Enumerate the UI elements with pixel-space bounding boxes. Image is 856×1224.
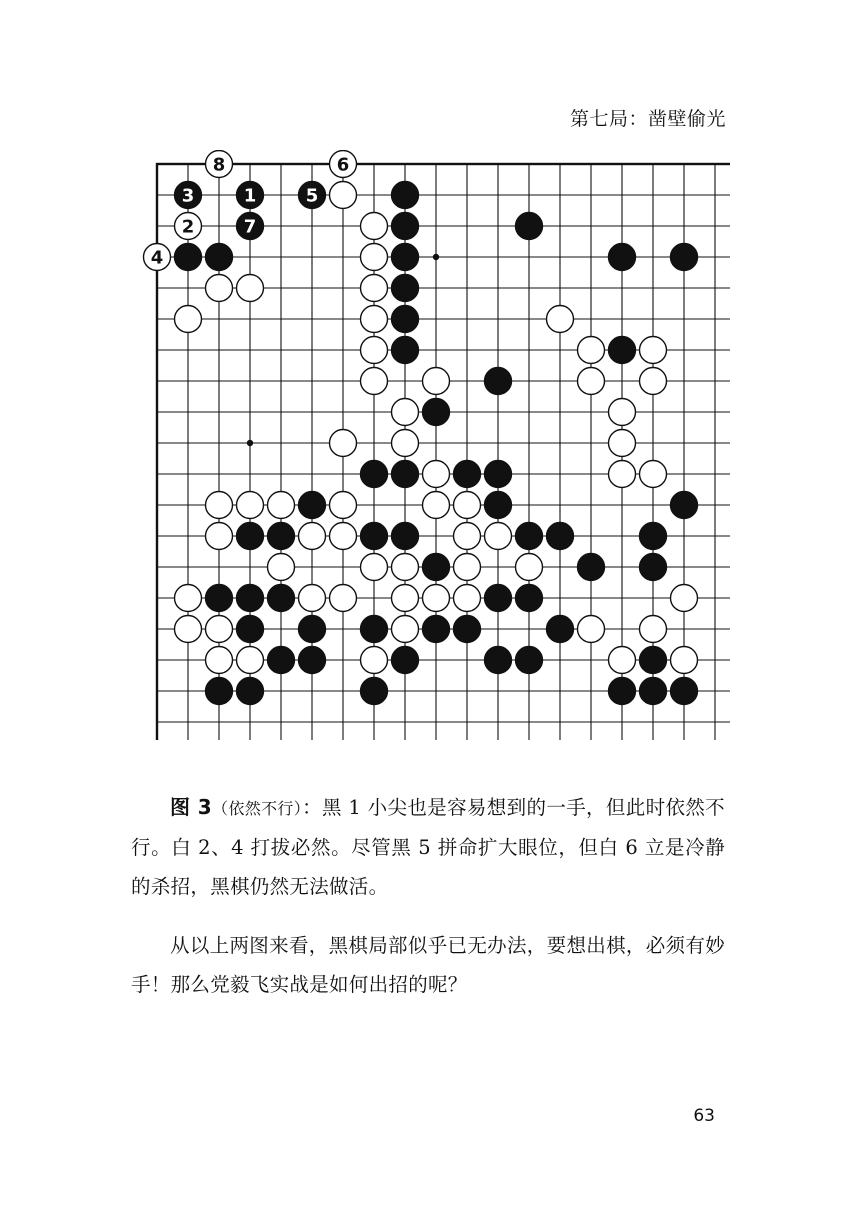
black-stone xyxy=(361,616,388,643)
white-stone xyxy=(671,647,698,674)
black-stone xyxy=(485,647,512,674)
black-stone xyxy=(237,523,264,550)
white-stone xyxy=(578,368,605,395)
black-stone xyxy=(454,616,481,643)
black-stone xyxy=(237,678,264,705)
black-stone xyxy=(361,678,388,705)
black-stone xyxy=(516,647,543,674)
white-stone xyxy=(392,616,419,643)
white-stone xyxy=(516,554,543,581)
black-stone xyxy=(516,523,543,550)
black-stone xyxy=(609,244,636,271)
black-stone xyxy=(392,306,419,333)
white-stone xyxy=(392,585,419,612)
white-stone xyxy=(330,492,357,519)
white-stone xyxy=(206,275,233,302)
white-stone xyxy=(454,492,481,519)
move-2-number: 2 xyxy=(181,216,195,238)
black-stone xyxy=(485,461,512,488)
figure-caption-text: ：黑 1 小尖也是容易想到的一手，但此时依然不行。白 2、4 打拔必然。尽管黑 5 拼命扩大眼位，但白 6 立是冷静的杀招，黑棋仍然无法做活。 xyxy=(131,796,725,898)
white-stone xyxy=(268,492,295,519)
move-4-number: 4 xyxy=(150,247,164,269)
black-stone xyxy=(392,461,419,488)
black-stone xyxy=(206,244,233,271)
black-stone xyxy=(237,585,264,612)
go-board-diagram xyxy=(140,150,730,740)
white-stone xyxy=(423,585,450,612)
white-stone xyxy=(454,585,481,612)
white-stone xyxy=(175,616,202,643)
figure-label: 图 3 xyxy=(170,795,212,819)
black-stone xyxy=(423,554,450,581)
white-stone xyxy=(330,523,357,550)
chapter-header: 第七局：凿壁偷光 xyxy=(569,108,726,130)
black-stone xyxy=(671,492,698,519)
white-stone xyxy=(392,430,419,457)
move-8-number: 8 xyxy=(212,154,226,176)
white-stone xyxy=(640,337,667,364)
white-stone xyxy=(423,492,450,519)
page-number: 63 xyxy=(693,1106,715,1126)
white-stone xyxy=(361,647,388,674)
black-stone xyxy=(640,523,667,550)
black-stone xyxy=(392,647,419,674)
white-stone xyxy=(361,306,388,333)
white-stone xyxy=(671,585,698,612)
black-stone xyxy=(299,647,326,674)
black-stone xyxy=(516,213,543,240)
black-stone xyxy=(640,554,667,581)
black-stone xyxy=(268,647,295,674)
white-stone xyxy=(237,492,264,519)
figure-subtitle: （依然不行） xyxy=(211,799,303,818)
white-stone xyxy=(640,461,667,488)
white-stone xyxy=(299,585,326,612)
white-stone xyxy=(206,616,233,643)
white-stone xyxy=(330,182,357,209)
black-stone xyxy=(175,244,202,271)
black-stone xyxy=(485,585,512,612)
move-7-number: 7 xyxy=(243,216,257,238)
white-stone xyxy=(423,368,450,395)
black-stone xyxy=(299,616,326,643)
white-stone xyxy=(237,275,264,302)
black-stone xyxy=(423,616,450,643)
black-stone xyxy=(392,275,419,302)
white-stone xyxy=(485,523,512,550)
white-stone xyxy=(361,275,388,302)
black-stone xyxy=(392,213,419,240)
white-stone xyxy=(423,461,450,488)
body-paragraph-text: 从以上两图来看，黑棋局部似乎已无办法，要想出棋，必须有妙手！那么党毅飞实战是如何出招的呢？ xyxy=(131,934,725,996)
black-stone xyxy=(485,368,512,395)
black-stone xyxy=(392,337,419,364)
white-stone xyxy=(609,430,636,457)
black-stone xyxy=(237,616,264,643)
black-stone xyxy=(640,678,667,705)
black-stone xyxy=(206,585,233,612)
black-stone xyxy=(299,492,326,519)
black-stone xyxy=(516,585,543,612)
black-stone xyxy=(485,492,512,519)
white-stone xyxy=(206,523,233,550)
white-stone xyxy=(206,647,233,674)
black-stone xyxy=(547,523,574,550)
white-stone xyxy=(547,306,574,333)
star-point xyxy=(433,254,439,260)
black-stone xyxy=(454,461,481,488)
white-stone xyxy=(299,523,326,550)
black-stone xyxy=(640,647,667,674)
black-stone xyxy=(361,523,388,550)
move-1-number: 1 xyxy=(243,185,257,207)
white-stone xyxy=(609,647,636,674)
white-stone xyxy=(206,492,233,519)
white-stone xyxy=(361,368,388,395)
white-stone xyxy=(361,337,388,364)
white-stone xyxy=(454,523,481,550)
black-stone xyxy=(609,337,636,364)
white-stone xyxy=(361,244,388,271)
white-stone xyxy=(578,616,605,643)
black-stone xyxy=(361,461,388,488)
body-paragraph xyxy=(131,926,725,1004)
black-stone xyxy=(423,399,450,426)
move-6-number: 6 xyxy=(336,154,350,176)
white-stone xyxy=(237,647,264,674)
white-stone xyxy=(640,368,667,395)
black-stone xyxy=(392,244,419,271)
figure-caption-paragraph xyxy=(131,788,725,906)
white-stone xyxy=(175,306,202,333)
white-stone xyxy=(392,554,419,581)
white-stone xyxy=(330,585,357,612)
white-stone xyxy=(578,337,605,364)
black-stone xyxy=(578,554,605,581)
black-stone xyxy=(671,678,698,705)
move-3-number: 3 xyxy=(181,185,195,207)
white-stone xyxy=(609,461,636,488)
white-stone xyxy=(330,430,357,457)
move-5-number: 5 xyxy=(305,185,319,207)
white-stone xyxy=(454,554,481,581)
white-stone xyxy=(609,399,636,426)
star-point xyxy=(247,440,253,446)
white-stone xyxy=(640,616,667,643)
white-stone xyxy=(361,554,388,581)
black-stone xyxy=(392,182,419,209)
black-stone xyxy=(547,616,574,643)
black-stone xyxy=(206,678,233,705)
black-stone xyxy=(268,585,295,612)
white-stone xyxy=(361,213,388,240)
black-stone xyxy=(268,523,295,550)
black-stone xyxy=(671,244,698,271)
white-stone xyxy=(175,585,202,612)
black-stone xyxy=(609,678,636,705)
white-stone xyxy=(268,554,295,581)
white-stone xyxy=(392,399,419,426)
black-stone xyxy=(392,523,419,550)
